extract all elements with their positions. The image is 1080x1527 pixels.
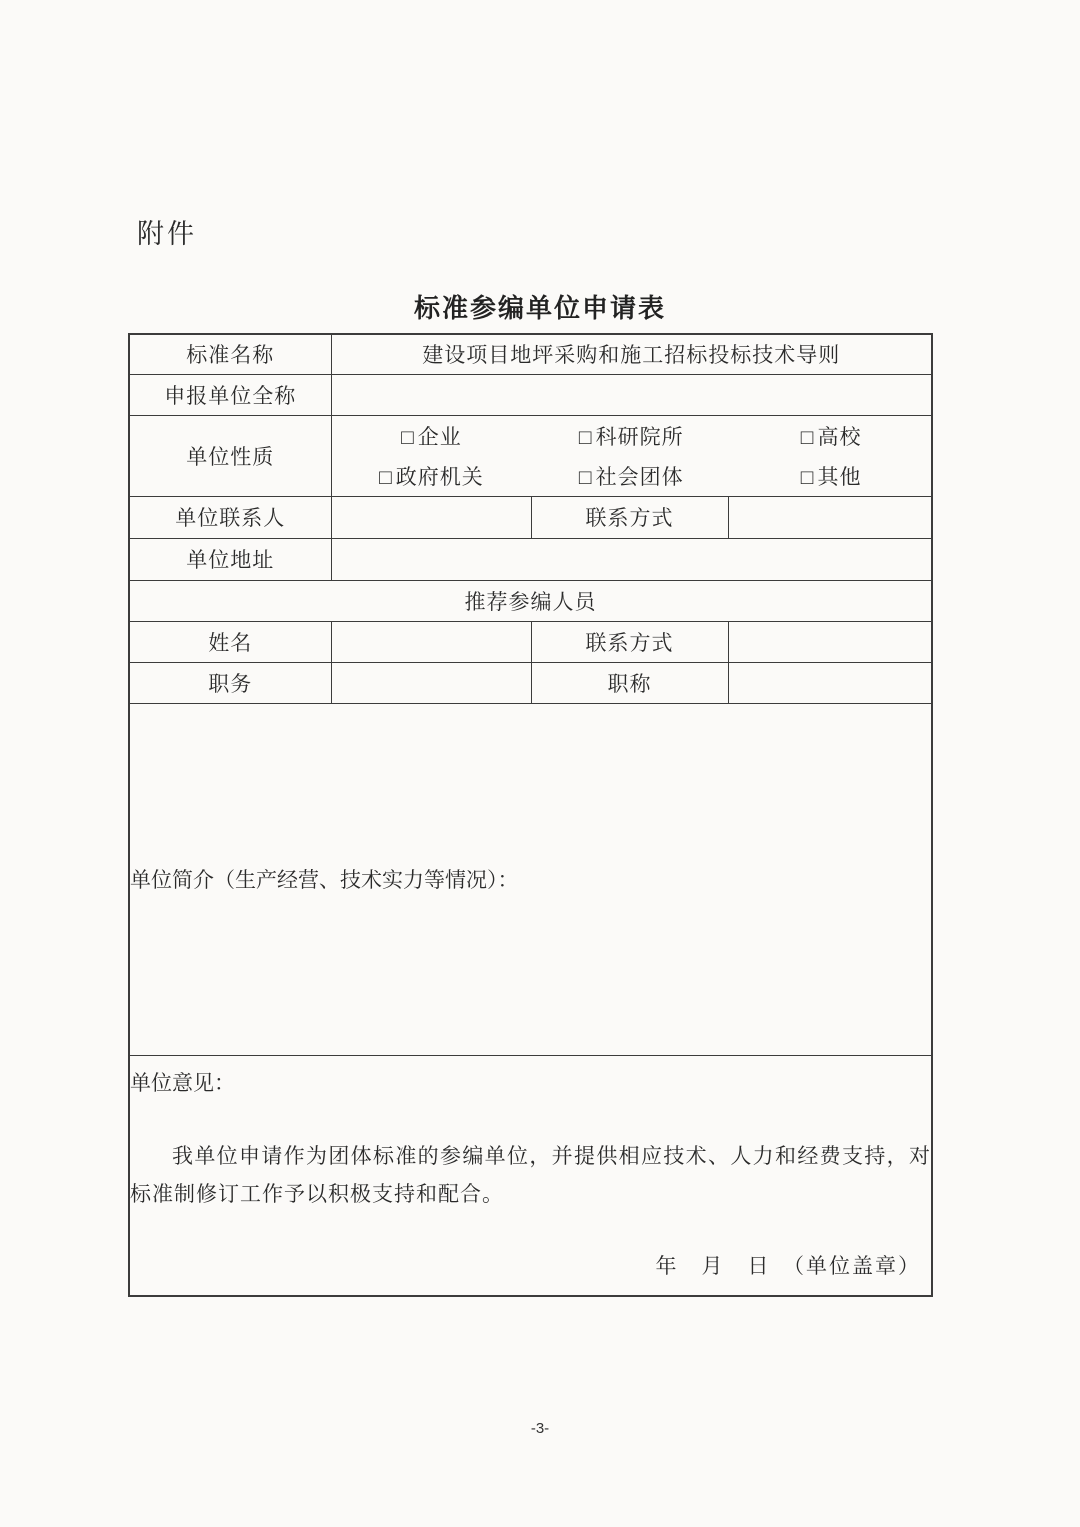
option-label: 科研院所 xyxy=(595,424,684,449)
person-name-value-cell xyxy=(331,621,531,662)
option-label: 社会团体 xyxy=(595,464,684,489)
checkbox-icon: □ xyxy=(800,464,815,489)
date-seal-line: 年 月 日 （单位盖章） xyxy=(655,1253,922,1278)
option-label: 政府机关 xyxy=(395,464,484,489)
unit-contact-value-cell xyxy=(331,496,531,538)
unit-opinion-label: 单位意见： xyxy=(130,1070,235,1095)
option-label: 企业 xyxy=(417,424,462,449)
unit-opinion-cell xyxy=(129,1055,932,1296)
unit-opinion-statement: 我单位申请作为团体标准的参编单位，并提供相应技术、人力和经费支持，对标准制修订工作予以积极支持和配合。 xyxy=(130,1143,932,1206)
checkbox-icon: □ xyxy=(578,424,593,449)
option-research-institute xyxy=(531,421,731,451)
option-enterprise xyxy=(332,421,532,451)
unit-nature-options-row1 xyxy=(332,416,932,456)
unit-nature-label: 单位性质 xyxy=(129,415,331,496)
recommended-section-title: 推荐参编人员 xyxy=(129,580,932,621)
applicant-name-label: 申报单位全称 xyxy=(129,374,331,415)
contact-method-label: 联系方式 xyxy=(531,496,728,538)
option-social-organization xyxy=(531,461,731,491)
person-contact-label: 联系方式 xyxy=(531,621,728,662)
checkbox-icon: □ xyxy=(578,464,593,489)
row-person-name xyxy=(129,621,932,662)
unit-nature-options-row2 xyxy=(332,456,932,496)
row-position xyxy=(129,662,932,703)
unit-contact-label: 单位联系人 xyxy=(129,496,331,538)
row-applicant-name xyxy=(129,374,932,415)
professional-title-label: 职称 xyxy=(531,662,728,703)
checkbox-icon: □ xyxy=(379,464,393,489)
option-university xyxy=(731,421,931,451)
unit-nature-options-cell xyxy=(331,415,932,496)
attachment-label: 附件 xyxy=(137,219,197,249)
page-title: 标准参编单位申请表 xyxy=(413,293,666,323)
unit-profile-label: 单位简介（生产经营、技术实力等情况）： xyxy=(130,868,519,892)
standard-name-value: 建设项目地坪采购和施工招标投标技术导则 xyxy=(331,334,932,374)
unit-address-value-cell xyxy=(331,538,932,580)
person-contact-value-cell xyxy=(728,621,932,662)
page-number: -3- xyxy=(530,1420,550,1437)
contact-method-value-cell xyxy=(728,496,932,538)
row-unit-profile xyxy=(129,703,932,1055)
option-other xyxy=(731,461,931,491)
position-value-cell xyxy=(331,662,531,703)
unit-profile-cell xyxy=(129,703,932,1055)
option-government xyxy=(332,461,532,491)
unit-address-label: 单位地址 xyxy=(129,538,331,580)
professional-title-value-cell xyxy=(728,662,932,703)
unit-opinion-content xyxy=(130,1067,931,1284)
position-label: 职务 xyxy=(129,662,331,703)
option-label: 其他 xyxy=(817,464,862,489)
applicant-name-value-cell xyxy=(331,374,932,415)
row-standard-name xyxy=(129,334,932,374)
row-unit-opinion xyxy=(129,1055,932,1296)
application-form-table xyxy=(128,333,933,1297)
spacer xyxy=(130,1213,931,1250)
row-unit-address xyxy=(129,538,932,580)
checkbox-icon: □ xyxy=(800,424,815,449)
standard-name-label: 标准名称 xyxy=(129,334,331,374)
row-recommended-section xyxy=(129,580,932,621)
option-label: 高校 xyxy=(817,424,862,449)
row-unit-contact xyxy=(129,496,932,538)
row-unit-nature xyxy=(129,415,932,496)
person-name-label: 姓名 xyxy=(129,621,331,662)
checkbox-icon: □ xyxy=(401,424,415,449)
